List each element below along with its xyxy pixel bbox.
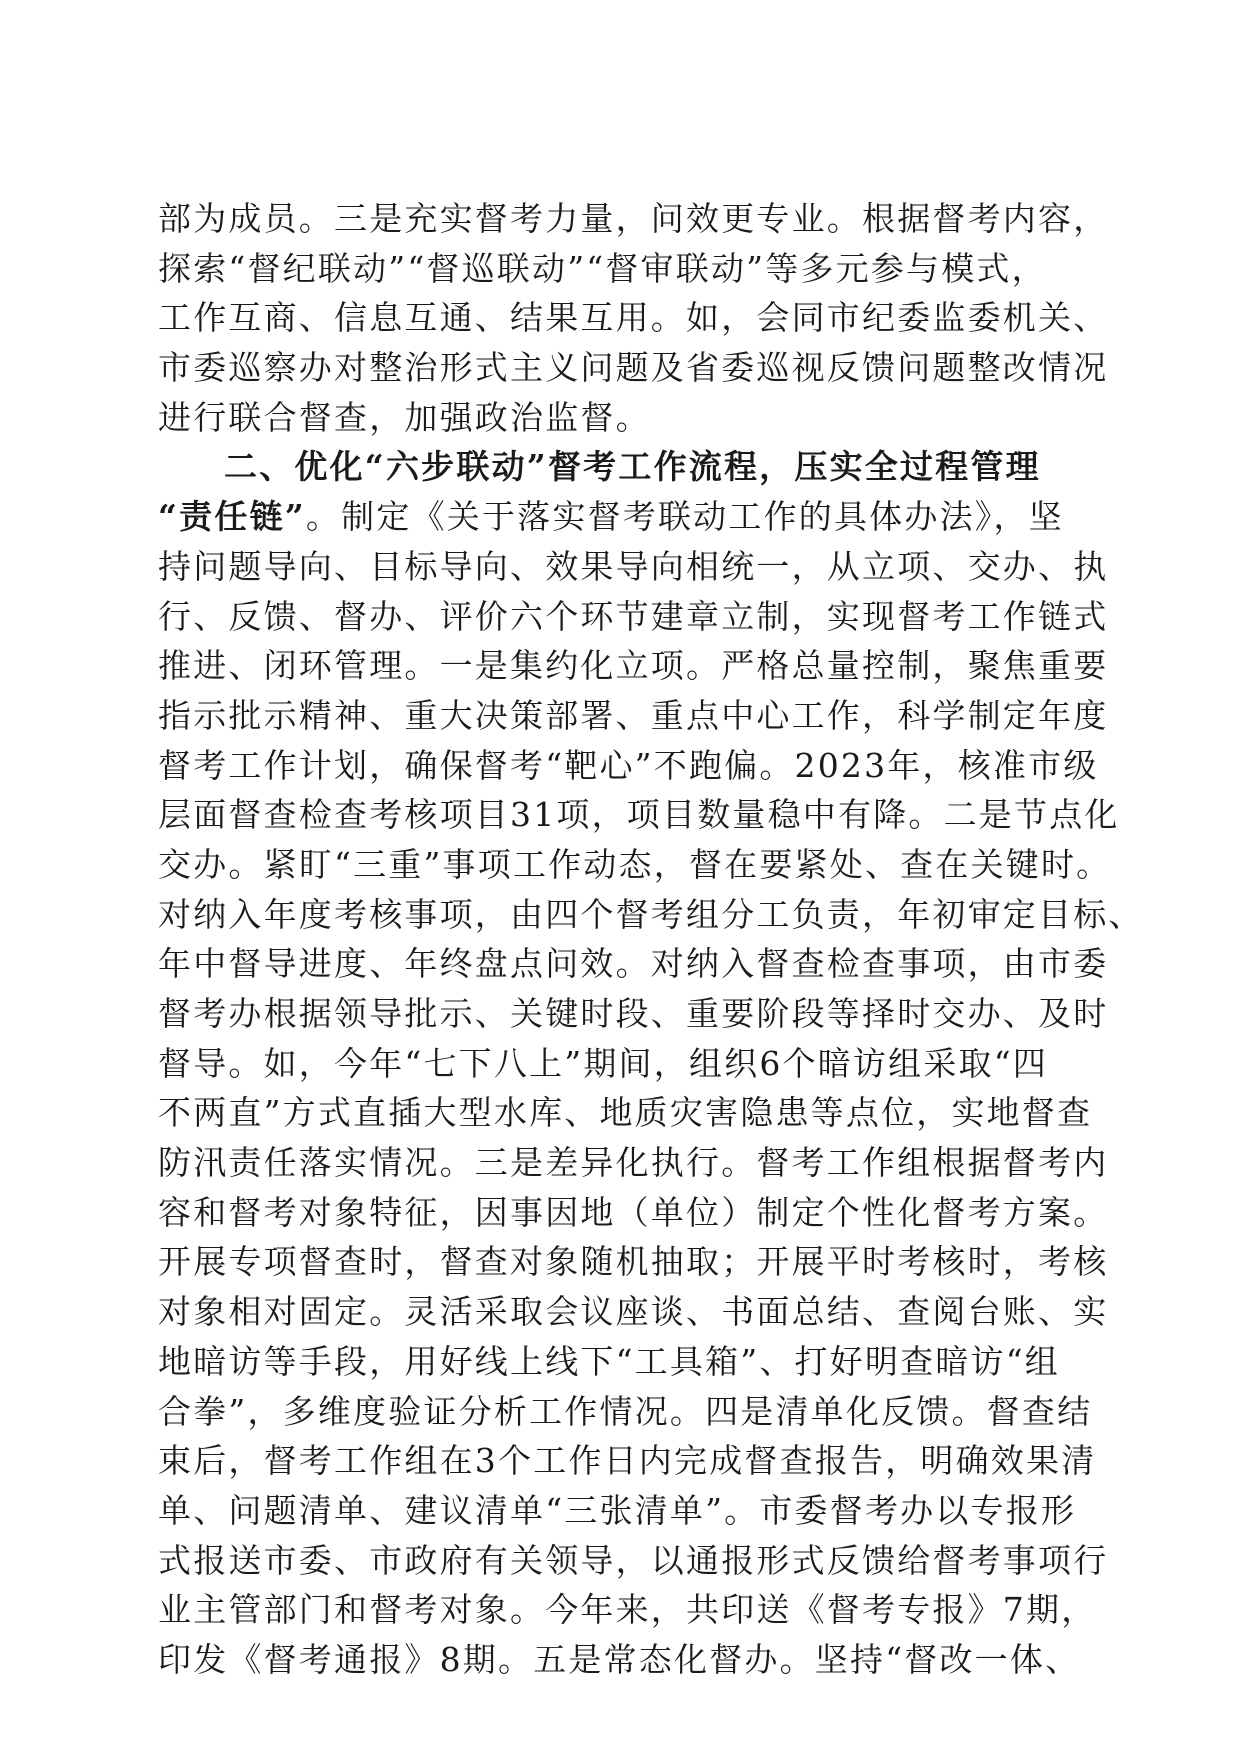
text-line: 对象相对固定。灵活采取会议座谈、书面总结、查阅台账、实 [158, 1292, 1109, 1332]
text-line: 单、问题清单、建议清单“三张清单”。市委督考办以专报形 [158, 1490, 1077, 1530]
section-heading-continued: “责任链” [158, 497, 306, 537]
text-line: 交办。紧盯“三重”事项工作动态，督在要紧处、查在关键时。 [158, 844, 1112, 884]
text-line-mixed [158, 492, 1083, 542]
text-line: 探索“督纪联动”“督巡联动”“督审联动”等多元参与模式， [158, 248, 1047, 288]
text-line: 地暗访等手段，用好线上线下“工具箱”、打好明查暗访“组 [158, 1341, 1061, 1381]
text-line: 进行联合督查，加强政治监督。 [158, 397, 651, 437]
text-line: 束后，督考工作组在3个工作日内完成督查报告，明确效果清 [158, 1441, 1097, 1481]
text-line: 开展专项督查时，督查对象随机抽取；开展平时考核时，考核 [158, 1242, 1109, 1282]
text-line: 层面督查检查考核项目31项，项目数量稳中有降。二是节点化 [158, 795, 1120, 835]
text-line: 指示批示精神、重大决策部署、重点中心工作，科学制定年度 [158, 695, 1109, 735]
text-line: 督导。如，今年“七下八上”期间，组织6个暗访组采取“四 [158, 1043, 1049, 1083]
text-line: 容和督考对象特征，因事因地（单位）制定个性化督考方案。 [158, 1192, 1109, 1232]
text-line: 年中督导进度、年终盘点问效。对纳入督查检查事项，由市委 [158, 944, 1109, 984]
body-text [158, 194, 1144, 1685]
text-line: 市委巡察办对整治形式主义问题及省委巡视反馈问题整改情况 [158, 348, 1109, 388]
text-line: 业主管部门和督考对象。今年来，共印送《督考专报》7期， [158, 1590, 1097, 1630]
section-heading: 二、优化“六步联动”督考工作流程，压实全过程管理 [224, 447, 1041, 487]
text-line: 督考办根据领导批示、关键时段、重要阶段等择时交办、及时 [158, 994, 1109, 1033]
text-line: 工作互商、信息互通、结果互用。如，会同市纪委监委机关、 [158, 298, 1109, 338]
text-line: 推进、闭环管理。一是集约化立项。严格总量控制，聚焦重要 [158, 646, 1109, 686]
text-line: 对纳入年度考核事项，由四个督考组分工负责，年初审定目标、 [158, 894, 1144, 934]
text-line: 不两直”方式直插大型水库、地质灾害隐患等点位，实地督查 [158, 1093, 1093, 1133]
text-line: 行、反馈、督办、评价六个环节建章立制，实现督考工作链式 [158, 596, 1109, 636]
text-line: 部为成员。三是充实督考力量，问效更专业。根据督考内容， [158, 199, 1109, 238]
text-fragment: 。制定《关于落实督考联动工作的具体办法》，坚 [305, 497, 1064, 537]
text-line: 防汛责任落实情况。三是差异化执行。督考工作组根据督考内 [158, 1143, 1109, 1183]
text-line: 督考工作计划，确保督考“靶心”不跑偏。2023年，核准市级 [158, 745, 1099, 785]
text-line: 持问题导向、目标导向、效果导向相统一，从立项、交办、执 [158, 546, 1109, 586]
text-line: 合拳”，多维度验证分析工作情况。四是清单化反馈。督查结 [158, 1391, 1093, 1431]
text-line: 式报送市委、市政府有关领导，以通报形式反馈给督考事项行 [158, 1540, 1109, 1580]
text-line: 印发《督考通报》8期。五是常态化督办。坚持“督改一体、 [158, 1639, 1081, 1679]
